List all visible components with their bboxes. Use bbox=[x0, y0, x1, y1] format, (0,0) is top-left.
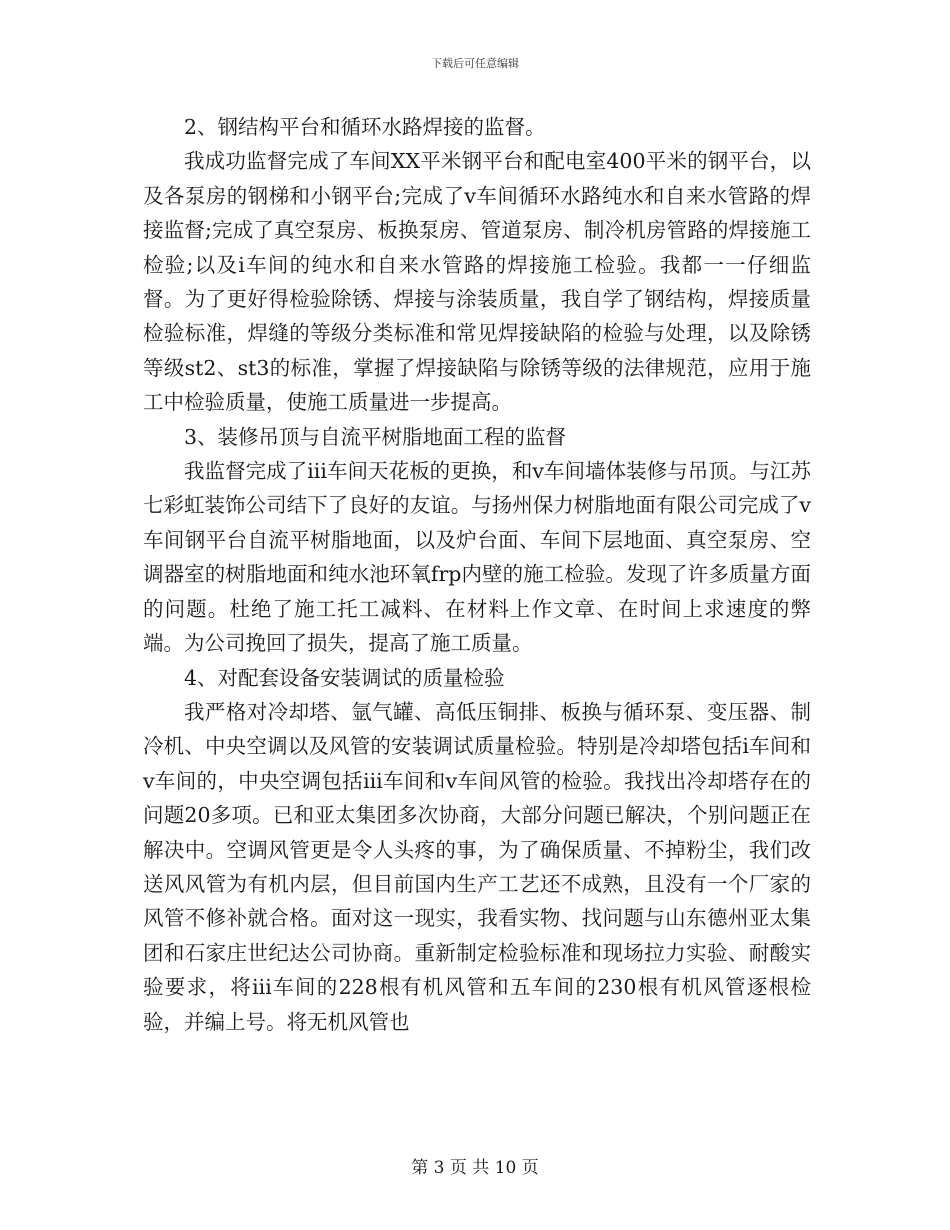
section-heading-4: 4、对配套设备安装调试的质量检验 bbox=[184, 665, 505, 690]
section-heading-2: 2、钢结构平台和循环水路焊接的监督。 bbox=[184, 115, 546, 139]
body-paragraph-3: 我监督完成了iii车间天花板的更换，和v车间墙体装修与吊顶。与江苏七彩虹装饰公司结下了良好的友谊。与扬州保力树脂地面有限公司完成了v车间钢平台自流平树脂地面，以及炉台面、车间下层地面、真空泵房、空调器室的树脂地面和纯水池环氧frp内壁的施工检验。发现了许多质量方面的问题。杜绝了施工托工减料、在材料上作文章、在时间上求速度的弊端。为公司挽回了损失，提高了施工质量。 bbox=[143, 459, 811, 656]
page-header: 下载后可任意编辑 bbox=[431, 57, 519, 70]
body-paragraph-2: 我成功监督完成了车间XX平米钢平台和配电室400平米的钢平台，以及各泵房的钢梯和小钢平台;完成了v车间循环水路纯水和自来水管路的焊接监督;完成了真空泵房、板换泵房、管道泵房、制冷机房管路的焊接施工检验;以及i车间的纯水和自来水管路的焊接施工检验。我都一一仔细监督。为了更好得检验除锈、焊接与涂装质量，我自学了钢结构，焊接质量检验标准，焊缝的等级分类标准和常见焊接缺陷的检验与处理，以及除锈等级st2、st3的标准，掌握了焊接缺陷与除锈等级的法律规范，应用于施工中检验质量，使施工质量进一步提高。 bbox=[143, 149, 811, 415]
body-paragraph-4: 我严格对冷却塔、氩气罐、高低压铜排、板换与循环泵、变压器、制冷机、中央空调以及风管的安装调试质量检验。特别是冷却塔包括i车间和v车间的，中央空调包括iii车间和v车间风管的检验。我找出冷却塔存在的问题20多项。已和亚太集团多次协商，大部分问题已解决，个别问题正在解决中。空调风管更是令人头疼的事，为了确保质量、不掉粉尘，我们改送风风管为有机内层，但目前国内生产工艺还不成熟，且没有一个厂家的风管不修补就合格。面对这一现实，我看实物、找问题与山东德州亚太集团和石家庄世纪达公司协商。重新制定检验标准和现场拉力实验、耐酸实验要求，将iii车间的228根有机风管和五车间的230根有机风管逐根检验，并编上号。将无机风管也 bbox=[143, 699, 811, 1034]
section-heading-3: 3、装修吊顶与自流平树脂地面工程的监督 bbox=[184, 424, 567, 449]
document-body bbox=[143, 110, 811, 1039]
page-number-footer: 第 3 页 共 10 页 bbox=[411, 1158, 539, 1178]
